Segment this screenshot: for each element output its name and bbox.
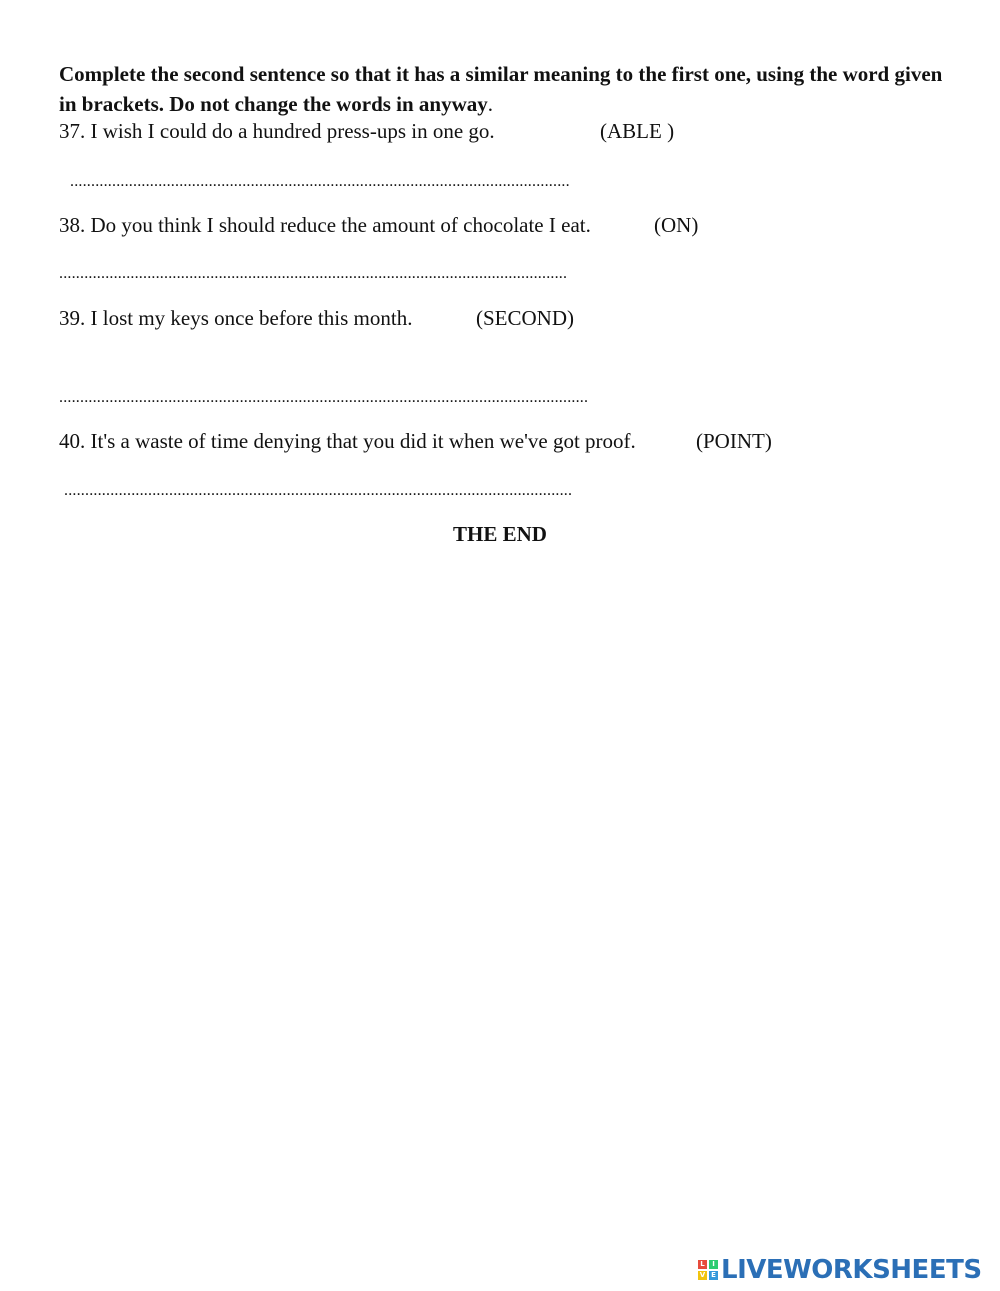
question-37-text: 37. I wish I could do a hundred press-ups in one go. <box>59 119 495 143</box>
answer-line-38[interactable]: ......................................................................................................................... <box>59 265 568 282</box>
question-37 <box>59 118 759 144</box>
question-40-text: 40. It's a waste of time denying that you did it when we've got proof. <box>59 429 636 453</box>
question-38-text: 38. Do you think I should reduce the amount of chocolate I eat. <box>59 213 591 237</box>
question-40 <box>59 428 799 454</box>
answer-line-39[interactable]: .............................................................................................................................. <box>59 389 589 406</box>
logo-text: LIVEWORKSHEETS <box>721 1255 982 1285</box>
question-38 <box>59 212 759 238</box>
answer-line-37[interactable]: ....................................................................................................................... <box>70 173 570 190</box>
logo-letter: E <box>709 1271 718 1280</box>
instructions <box>59 59 949 119</box>
logo-mark-icon <box>698 1260 718 1280</box>
question-39 <box>59 305 759 331</box>
liveworksheets-logo <box>698 1255 982 1285</box>
instructions-period: . <box>487 92 494 116</box>
question-37-keyword: (ABLE ) <box>600 119 675 143</box>
logo-letter: V <box>699 1271 706 1279</box>
question-38-keyword: (ON) <box>654 213 699 237</box>
question-39-keyword: (SECOND) <box>476 306 574 330</box>
the-end-heading: THE END <box>453 522 547 546</box>
answer-line-40[interactable]: ......................................................................................................................... <box>64 482 573 499</box>
logo-letter: L <box>698 1260 707 1269</box>
logo-letter: I <box>709 1260 718 1269</box>
instructions-bold: Complete the second sentence so that it has a similar meaning to the first one, using the word given in brackets. Do not change the words in anyway <box>59 62 943 116</box>
question-40-keyword: (POINT) <box>696 429 772 453</box>
question-39-text: 39. I lost my keys once before this month. <box>59 306 413 330</box>
